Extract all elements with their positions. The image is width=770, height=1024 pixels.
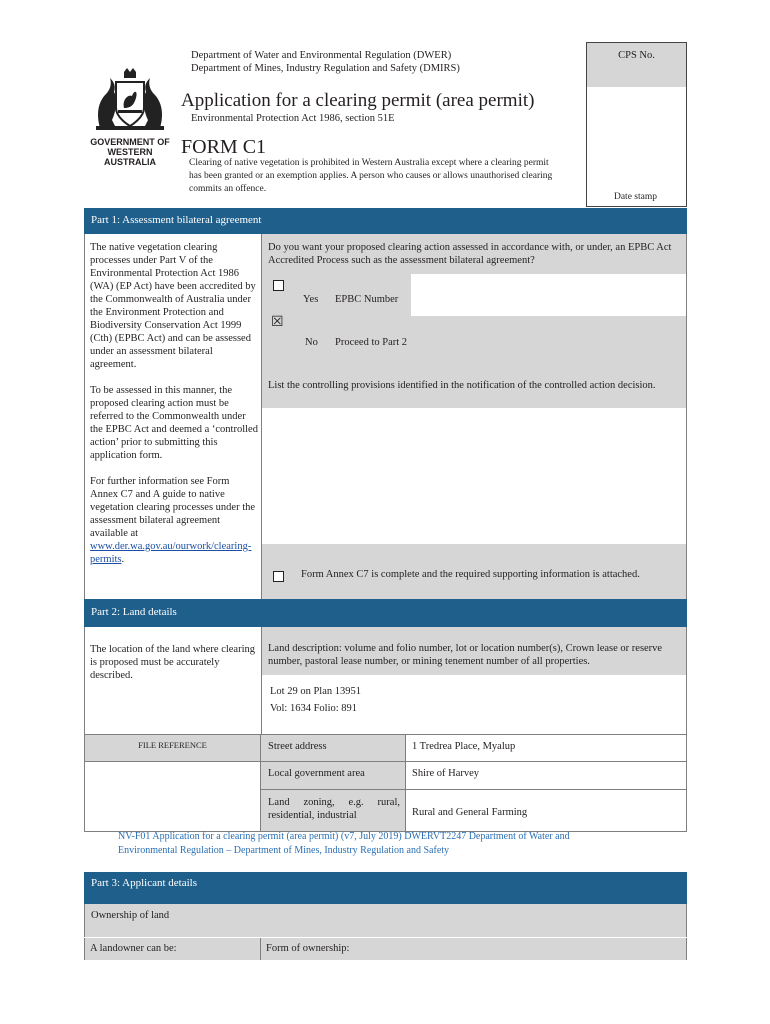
- zoning-label: Land zoning, e.g. rural, residential, industrial: [268, 797, 400, 821]
- annex-statement-cell: [294, 544, 686, 599]
- controlling-provisions-input[interactable]: [262, 408, 686, 544]
- yes-label: Yes: [303, 294, 319, 305]
- address-row-line-1: [261, 761, 687, 762]
- controlling-provisions-label: List the controlling provisions identified in the notification of the controlled action decision.: [268, 380, 656, 391]
- part2-heading: Part 2: Land details: [91, 606, 177, 618]
- landowner-label-cell: [85, 937, 260, 960]
- zoning-value[interactable]: Rural and General Farming: [412, 807, 528, 818]
- landowner-label: A landowner can be:: [90, 943, 177, 954]
- form-ownership-cell: [261, 937, 686, 960]
- part1-left-border: [84, 234, 85, 599]
- land-description-label-cell: [262, 627, 686, 675]
- file-reference-input[interactable]: [85, 761, 260, 833]
- annex-checkbox[interactable]: [273, 571, 284, 582]
- epbc-question: Do you want your proposed clearing action assessed in accordance with, or under, an EPBC Act Accredited Process such as the assessment bilateral agreement?: [268, 242, 672, 266]
- part2-heading-band: [84, 599, 687, 627]
- part1-left-para2: To be assessed in this manner, the proposed clearing action must be referred to the Commonwealth under the EPBC Act and deemed a ‘controlled action’ prior to submitting this application form.: [90, 385, 258, 461]
- cps-label: CPS No.: [618, 50, 655, 61]
- clearing-notice: Clearing of native vegetation is prohibited in Western Australia except where a clearing permit has been granted or an exemption applies. A person who causes or allows unauthorised clearing commits an offence.: [189, 158, 553, 194]
- no-filler-cell: [411, 316, 686, 358]
- part3-heading: Part 3: Applicant details: [91, 877, 198, 889]
- form-code: FORM C1: [181, 136, 267, 158]
- crest-text-line2: WESTERN AUSTRALIA: [104, 147, 156, 167]
- footer-line1: NV-F01 Application for a clearing permit (area permit) (v7, July 2019) DWERVT2247 Department of Water and: [118, 831, 570, 842]
- crest-text-line1: GOVERNMENT OF: [90, 137, 170, 147]
- part2-left-text: The location of the land where clearing is proposed must be accurately described.: [90, 644, 256, 681]
- land-value-line2: Vol: 1634 Folio: 891: [270, 703, 358, 714]
- part2-right-border: [686, 627, 687, 832]
- no-instruction: Proceed to Part 2: [335, 337, 408, 348]
- lga-value[interactable]: Shire of Harvey: [412, 768, 480, 779]
- ownership-label: Ownership of land: [91, 910, 170, 921]
- epbc-number-input[interactable]: [411, 274, 686, 316]
- form-ownership-label: Form of ownership:: [266, 943, 350, 954]
- part1-left-text: [90, 241, 258, 566]
- file-reference-label: FILE REFERENCE: [138, 740, 207, 750]
- page-footer: [118, 830, 570, 858]
- file-reference-label-cell: [85, 735, 260, 761]
- date-stamp-label: Date stamp: [613, 192, 657, 202]
- epbc-question-cell: [262, 234, 686, 274]
- controlling-provisions-label-cell: [262, 358, 686, 408]
- crest-icon: [82, 68, 178, 132]
- part1-right-border: [686, 234, 687, 599]
- no-label: No: [305, 337, 318, 348]
- page-subtitle: Environmental Protection Act 1986, section 51E: [191, 113, 395, 124]
- clearing-permits-link[interactable]: www.der.wa.gov.au/ourwork/clearing-permits: [90, 541, 252, 565]
- dept-dwer: Department of Water and Environmental Regulation (DWER): [191, 50, 452, 61]
- epbc-number-label: EPBC Number: [335, 294, 399, 305]
- annex-statement: Form Annex C7 is complete and the required supporting information is attached.: [301, 569, 640, 580]
- crest-text: [82, 137, 178, 167]
- part1-heading-band: [84, 208, 687, 234]
- address-row-line-2: [261, 789, 687, 790]
- date-stamp-area: [587, 87, 686, 206]
- address-values-divider: [405, 735, 406, 832]
- land-description-input[interactable]: [262, 675, 686, 734]
- page-title: Application for a clearing permit (area permit): [181, 90, 535, 111]
- footer-line2: Environmental Regulation – Department of Mines, Industry Regulation and Safety: [118, 845, 450, 856]
- land-value-line1: Lot 29 on Plan 13951: [270, 686, 361, 697]
- part3-heading-band: [84, 872, 687, 904]
- yes-checkbox[interactable]: [273, 280, 284, 291]
- part1-left-para1: The native vegetation clearing processes under Part V of the Environmental Protection Act 1986 (WA) (EP Act) have been accredited by the Commonwealth of Australia under the Environment Protection and Biodiversity Conservation Act 1999 (Cth) (EPBC Act) and can be assessed under an assessment bilateral agreement.: [90, 242, 256, 370]
- no-checkbox-checked[interactable]: ☒: [271, 314, 284, 330]
- department-lines: [191, 49, 460, 75]
- lga-label: Local government area: [268, 768, 365, 779]
- part1-heading: Part 1: Assessment bilateral agreement: [91, 214, 262, 226]
- ownership-row: [84, 904, 687, 937]
- link-suffix: .: [121, 554, 125, 565]
- dept-dmirs: Department of Mines, Industry Regulation and Safety (DMIRS): [191, 63, 460, 74]
- street-address-label: Street address: [268, 741, 327, 752]
- part1-left-para3: For further information see Form Annex C7 and A guide to native vegetation clearing processes under the assessment bilateral agreement available at: [90, 476, 256, 539]
- land-description-label: Land description: volume and folio number, lot or location number(s), Crown lease or reserve number, pastoral lease number, or mining tenement number of all properties.: [268, 643, 663, 667]
- part3-right-border: [686, 904, 687, 960]
- part3-row-separator: [84, 937, 687, 938]
- wa-government-crest: [82, 68, 178, 167]
- street-address-value[interactable]: 1 Tredrea Place, Myalup: [412, 741, 516, 752]
